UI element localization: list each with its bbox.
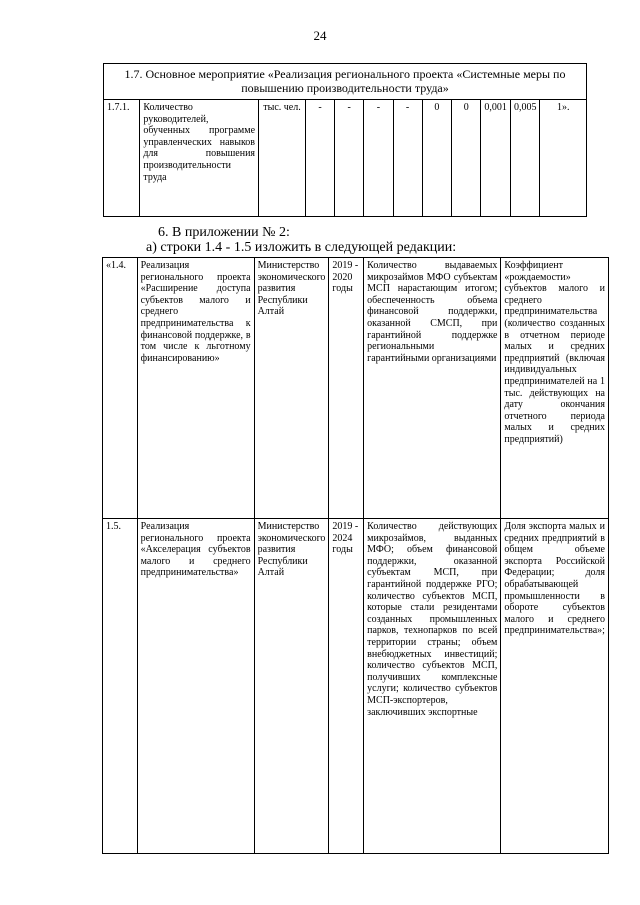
target-cell: Доля экспорта малых и средних предприятий в общем объеме экспорта Российской Федерации; доля обрабатывающей промышленности в обороте субъектов малого и среднего предпринимательства»; bbox=[501, 519, 609, 854]
indicators-table bbox=[103, 63, 587, 217]
value-cell: 0,001 bbox=[481, 100, 511, 217]
target-cell: Коэффициент «рождаемости» субъектов малого и среднего предпринимательства (количество созданных в отчетном периоде малых и средних предприятий (включая индивидуальных предпринимателей на 1 тыс. действующих на дату окончания отчетного периода малых и средних предприятий) bbox=[501, 258, 609, 519]
table-row bbox=[103, 258, 609, 519]
row-number: «1.4. bbox=[103, 258, 138, 519]
indicator-name: Количество руководителей, обученных программе управленческих навыков для повышения производительности труда bbox=[140, 100, 259, 217]
value-cell: - bbox=[305, 100, 334, 217]
indicators-cell: Количество выдаваемых микрозаймов МФО субъектам МСП нарастающим итогом; обеспеченность объема финансовой поддержки, оказанной СМСП, при гарантийной поддержке региональными гарантийными организациями bbox=[364, 258, 501, 519]
table-section-header bbox=[104, 64, 587, 100]
unit-cell: тыс. чел. bbox=[259, 100, 306, 217]
responsible-cell: Министерство экономического развития Республики Алтай bbox=[254, 258, 329, 519]
table-row bbox=[104, 100, 587, 217]
indicators-cell: Количество действующих микрозаймов, выданных МФО; объем финансовой поддержки, оказанной субъектам МСП, при гарантийной поддержке РГО; количество субъектов МСП, которые стали резидентами созданных промышленных парков, технопарков по всей территории страны; объем внебюджетных инвестиций; количество субъектов МСП, получивших комплексные услуги; количество субъектов МСП-экспортеров, заключивших экспортные bbox=[364, 519, 501, 854]
measure-name: Реализация регионального проекта «Расширение доступа субъектов малого и среднего предпринимательства к финансовой поддержке, в том числе к льготному финансированию» bbox=[137, 258, 254, 519]
value-cell: - bbox=[364, 100, 393, 217]
period-cell: 2019 - 2024 годы bbox=[329, 519, 364, 854]
table-row bbox=[103, 519, 609, 854]
value-cell: 1». bbox=[540, 100, 587, 217]
measures-table bbox=[102, 257, 609, 854]
measure-name: Реализация регионального проекта «Акселерация субъектов малого и среднего предпринимательства» bbox=[137, 519, 254, 854]
value-cell: 0 bbox=[422, 100, 451, 217]
heading-rows: а) строки 1.4 - 1.5 изложить в следующей редакции: bbox=[146, 240, 457, 255]
heading-appendix: 6. В приложении № 2: bbox=[158, 225, 290, 240]
section-title: 1.7. Основное мероприятие «Реализация регионального проекта «Системные меры по повышению производительности труда» bbox=[104, 64, 587, 100]
value-cell: - bbox=[335, 100, 364, 217]
row-number: 1.5. bbox=[103, 519, 138, 854]
value-cell: - bbox=[393, 100, 422, 217]
responsible-cell: Министерство экономического развития Республики Алтай bbox=[254, 519, 329, 854]
value-cell: 0,005 bbox=[510, 100, 540, 217]
row-number: 1.7.1. bbox=[104, 100, 140, 217]
page-number: 24 bbox=[313, 28, 327, 43]
value-cell: 0 bbox=[452, 100, 481, 217]
period-cell: 2019 - 2020 годы bbox=[329, 258, 364, 519]
